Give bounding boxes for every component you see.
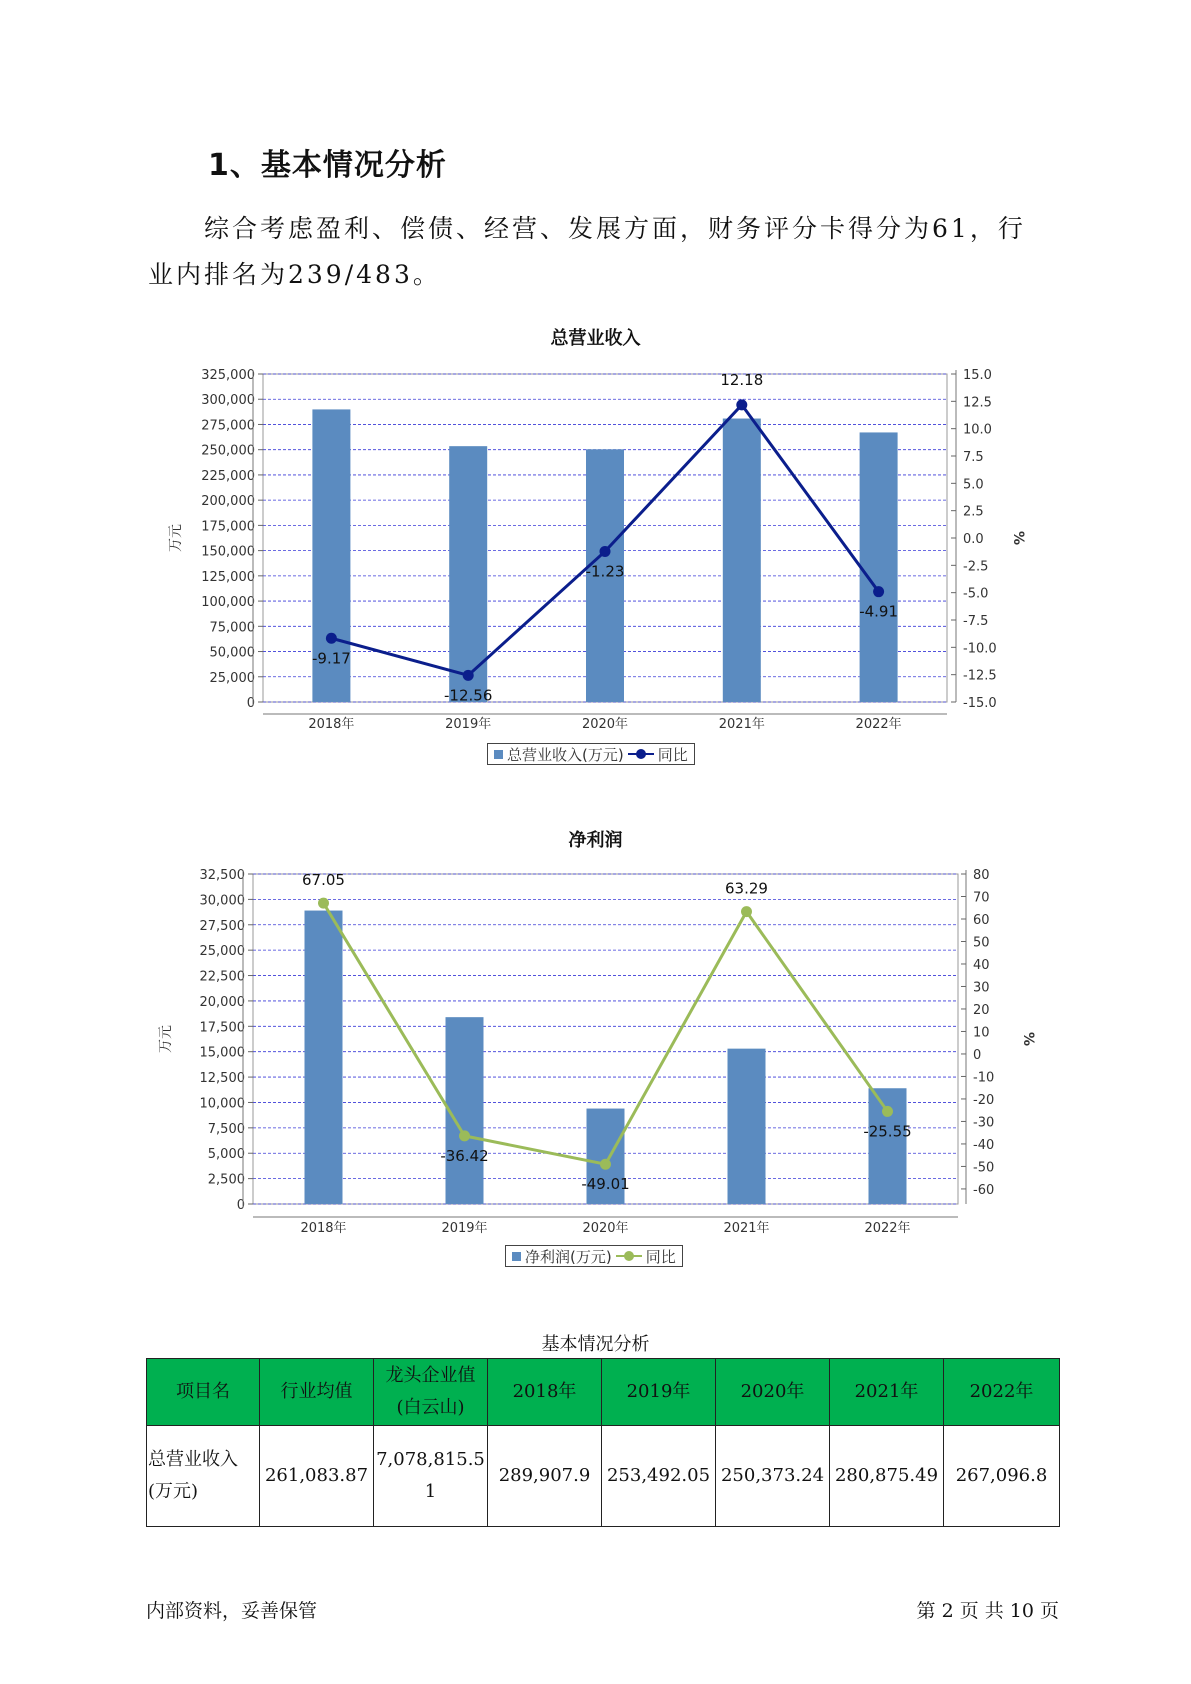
y-tick-label: 10,000: [199, 1096, 245, 1112]
y2-tick-label: -30: [973, 1115, 995, 1131]
y2-tick-label: -10: [973, 1070, 995, 1086]
legend-bar-label: 总营业收入(万元): [507, 745, 624, 764]
header-cell: 2022年: [944, 1359, 1060, 1426]
table-cell: 267,096.8: [944, 1426, 1060, 1527]
table-cell: 总营业收入(万元): [147, 1426, 260, 1527]
y2-axis-title: %: [1010, 530, 1026, 546]
y-tick-label: 150,000: [201, 544, 255, 560]
y-tick-label: 27,500: [199, 918, 245, 934]
net-profit-chart-legend: [505, 1245, 683, 1267]
yoy-point: [600, 1159, 611, 1170]
yoy-data-label: -36.42: [440, 1146, 489, 1165]
footer-page-number: 第 2 页 共 10 页: [916, 1600, 1059, 1622]
y2-tick-label: 10: [973, 1025, 990, 1041]
table-cell: 250,373.24: [716, 1426, 830, 1527]
y-tick-label: 12,500: [199, 1071, 245, 1087]
y2-tick-label: -7.5: [963, 614, 989, 629]
x-tick-label: 2021年: [718, 717, 765, 732]
yoy-data-label: 67.05: [302, 871, 345, 890]
y2-tick-label: -2.5: [963, 559, 989, 575]
y-tick-label: 300,000: [201, 393, 255, 409]
y-tick-label: 100,000: [201, 595, 255, 611]
y-tick-label: 25,000: [199, 944, 245, 960]
y2-tick-label: 15.0: [963, 368, 992, 383]
yoy-data-label: -25.55: [863, 1122, 912, 1141]
x-tick-label: 2018年: [308, 717, 355, 732]
y2-tick-label: 30: [973, 980, 990, 996]
y-tick-label: 200,000: [201, 494, 255, 510]
chart-title-revenue: 总营业收入: [550, 328, 641, 349]
y-tick-label: 175,000: [201, 519, 255, 535]
summary-paragraph: 综合考虑盈利、偿债、经营、发展方面，财务评分卡得分为61，行业内排名为239/483。: [148, 214, 1026, 289]
table-cell: 7,078,815.51: [374, 1426, 488, 1527]
y-tick-label: 22,500: [199, 969, 245, 985]
section-heading: 1、基本情况分析: [208, 148, 447, 183]
table-header-row: [147, 1359, 1060, 1426]
y2-tick-label: 2.5: [963, 504, 984, 520]
yoy-data-label: -1.23: [585, 562, 625, 581]
y2-tick-label: -50: [973, 1160, 995, 1176]
yoy-data-label: 63.29: [725, 879, 768, 898]
y-tick-label: 125,000: [201, 569, 255, 585]
yoy-data-label: -4.91: [859, 602, 899, 621]
legend-line-label: 同比: [657, 745, 688, 764]
table-cell: 289,907.9: [488, 1426, 602, 1527]
x-tick-label: 2019年: [441, 1221, 488, 1236]
y-tick-label: 30,000: [199, 893, 245, 909]
x-tick-label: 2022年: [855, 717, 902, 732]
y-tick-label: 275,000: [201, 418, 255, 434]
y2-tick-label: 20: [973, 1002, 990, 1018]
y2-tick-label: -40: [973, 1137, 995, 1153]
yoy-data-label: -12.56: [444, 686, 493, 705]
y2-tick-label: -20: [973, 1092, 995, 1108]
y-tick-label: 15,000: [199, 1045, 245, 1061]
header-cell: 行业均值: [260, 1359, 374, 1426]
y-tick-label: 25,000: [209, 670, 255, 686]
x-tick-label: 2021年: [723, 1221, 770, 1236]
y2-tick-label: 0: [973, 1047, 982, 1063]
y-tick-label: 2,500: [207, 1172, 245, 1188]
footer-confidential-note: 内部资料，妥善保管: [146, 1600, 318, 1622]
y2-tick-label: -12.5: [963, 668, 997, 684]
y-tick-label: 325,000: [201, 368, 255, 383]
y2-tick-label: -5.0: [963, 586, 989, 602]
table-cell: 253,492.05: [602, 1426, 716, 1527]
y-tick-label: 50,000: [209, 645, 255, 661]
chart-title-net-profit: 净利润: [568, 830, 623, 851]
table-cell: 280,875.49: [830, 1426, 944, 1527]
yoy-point: [318, 898, 329, 909]
header-cell: 2019年: [602, 1359, 716, 1426]
y2-tick-label: -15.0: [963, 696, 997, 711]
y-tick-label: 32,500: [199, 868, 245, 883]
y2-tick-label: 12.5: [963, 395, 992, 411]
bar: [446, 1017, 484, 1204]
header-cell: 2020年: [716, 1359, 830, 1426]
x-tick-label: 2022年: [864, 1221, 911, 1236]
y-tick-label: 250,000: [201, 443, 255, 459]
y2-tick-label: 7.5: [963, 450, 984, 465]
legend-line-swatch: [616, 1251, 642, 1261]
yoy-point: [882, 1106, 893, 1117]
legend-line-label: 同比: [645, 1247, 676, 1266]
y-tick-label: 0: [236, 1198, 245, 1213]
y2-tick-label: 50: [973, 935, 990, 951]
y2-tick-label: 60: [973, 912, 990, 928]
yoy-data-label: -49.01: [581, 1175, 630, 1194]
x-tick-label: 2018年: [300, 1221, 347, 1236]
y-tick-label: 75,000: [209, 620, 255, 636]
y2-tick-label: -60: [973, 1182, 995, 1198]
y2-axis-title: %: [1020, 1031, 1036, 1047]
header-cell: 2018年: [488, 1359, 602, 1426]
y-axis-title: 万元: [158, 1025, 174, 1053]
y2-tick-label: 80: [973, 868, 990, 883]
yoy-point: [741, 906, 752, 917]
legend-bar-label: 净利润(万元): [525, 1247, 612, 1266]
y2-tick-label: 5.0: [963, 477, 984, 493]
legend-bar-swatch: [512, 1252, 521, 1261]
table-row: [147, 1426, 1060, 1527]
header-cell: 龙头企业值(白云山): [374, 1359, 488, 1426]
y2-tick-label: 70: [973, 890, 990, 906]
table-caption: 基本情况分析: [541, 1334, 650, 1355]
basic-analysis-table: [146, 1358, 1060, 1527]
x-tick-label: 2019年: [445, 717, 492, 732]
y-tick-label: 0: [246, 696, 255, 711]
bar: [305, 911, 343, 1204]
y2-tick-label: 10.0: [963, 422, 992, 438]
y-tick-label: 5,000: [207, 1147, 245, 1163]
y-tick-label: 20,000: [199, 994, 245, 1010]
yoy-data-label: 12.18: [720, 370, 764, 389]
y-tick-label: 17,500: [199, 1020, 245, 1036]
y2-tick-label: 0.0: [963, 532, 984, 547]
bar: [728, 1049, 766, 1204]
y-axis-title: 万元: [168, 524, 184, 552]
y-tick-label: 225,000: [201, 468, 255, 484]
y-tick-label: 7,500: [207, 1121, 245, 1137]
y2-tick-label: -10.0: [963, 641, 997, 657]
yoy-data-label: -9.17: [311, 649, 351, 668]
y2-tick-label: 40: [973, 957, 990, 973]
table-cell: 261,083.87: [260, 1426, 374, 1527]
header-cell: 项目名: [147, 1359, 260, 1426]
x-tick-label: 2020年: [582, 1221, 629, 1236]
x-tick-label: 2020年: [581, 717, 629, 732]
bar: [869, 1088, 907, 1204]
yoy-point: [459, 1130, 470, 1141]
header-cell: 2021年: [830, 1359, 944, 1426]
